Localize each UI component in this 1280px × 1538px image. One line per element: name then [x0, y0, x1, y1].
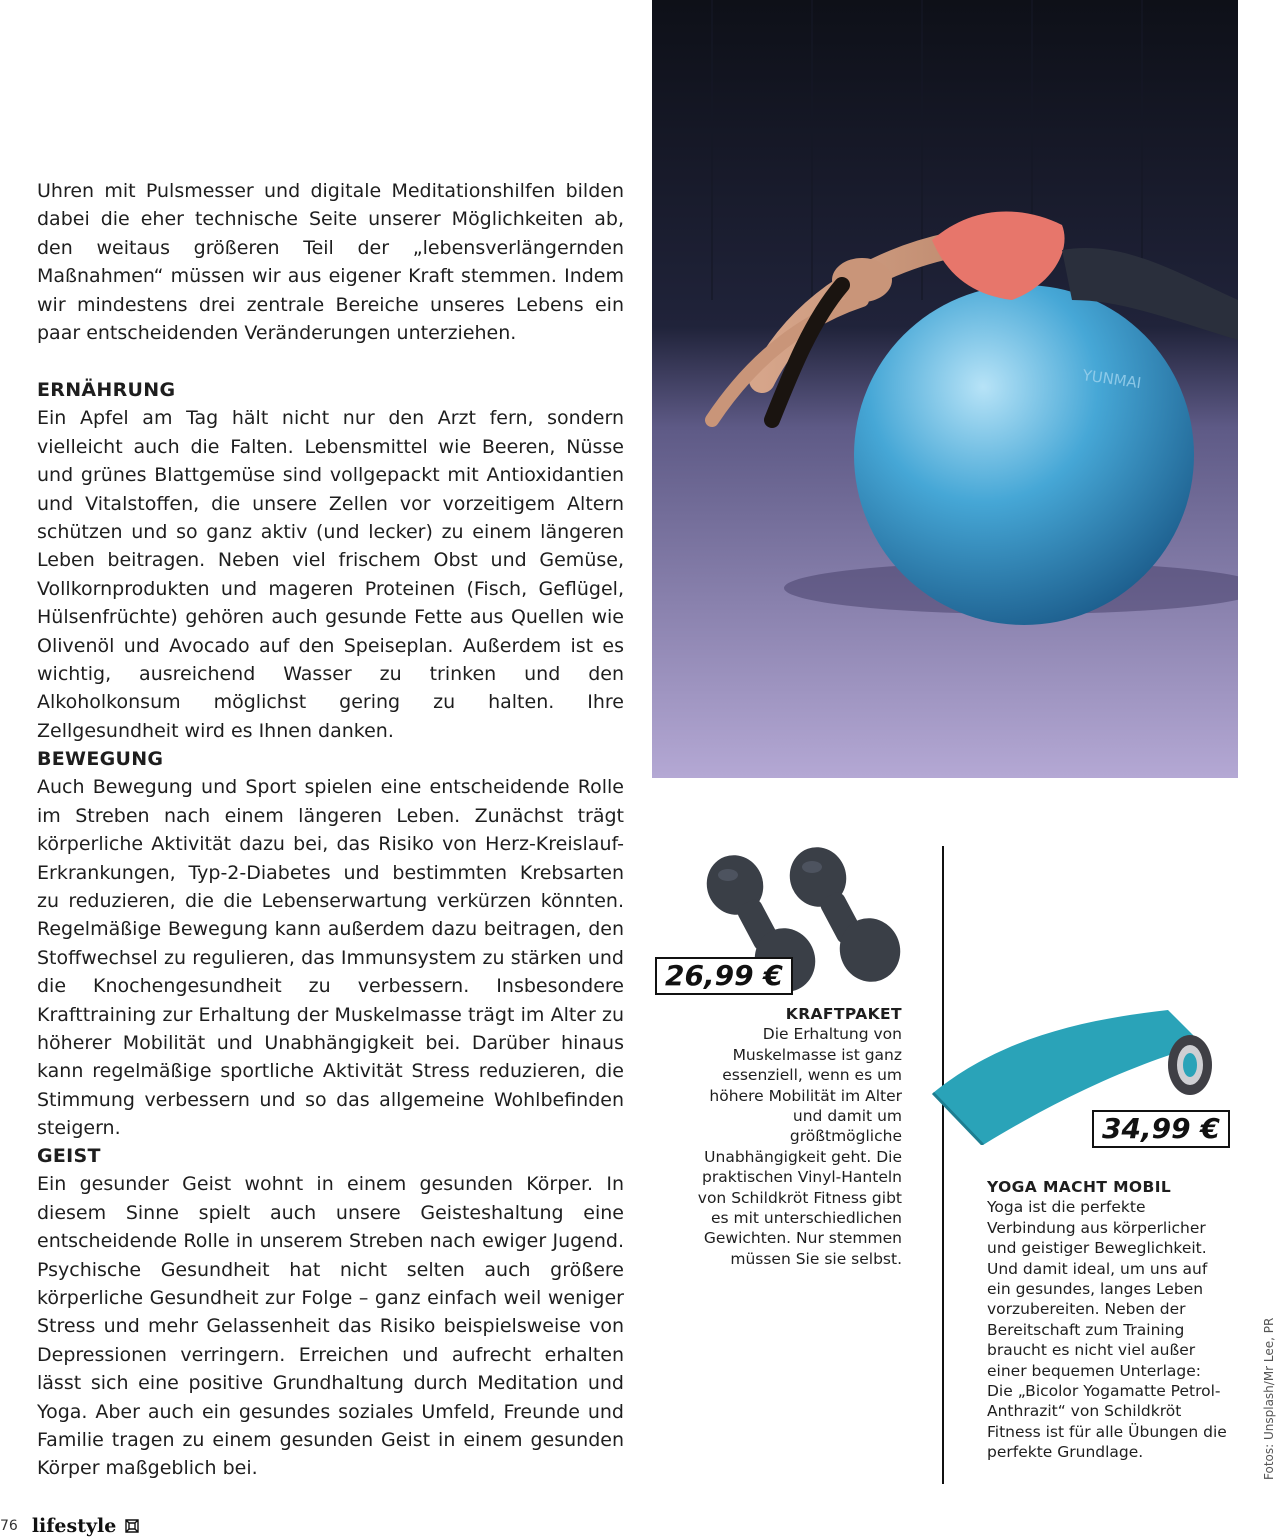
section-heading: GEIST: [37, 1145, 101, 1167]
section-geist: [37, 1142, 624, 1483]
price-tag-yoga-mat: 34,99 €: [1092, 1110, 1230, 1148]
product-description: Die Erhaltung von Muskelmasse ist ganz essenziell, wenn es um höhere Mobilität im Alter und damit um größtmögliche Unabhängigkeit geht. Die praktischen Vinyl-Hanteln von Schildkröt Fitness gibt es mit unterschiedlichen Gewichten. Nur stemmen müssen Sie sie selbst.: [697, 1025, 902, 1268]
product-title: YOGA MACHT MOBIL: [987, 1178, 1172, 1196]
section-body: Auch Bewegung und Sport spielen eine entscheidende Rolle im Streben nach einem längeren Leben. Zunächst trägt körperliche Aktivität dazu bei, das Risiko von Herz-Kreislauf-Erkrankungen, Typ-2-Diabetes und bestimmten Krebsarten zu reduzieren, die die Lebenserwartung verkürzen könnten. Regelmäßige Bewegung kann außerdem dazu beitragen, den Stoffwechsel zu regulieren, das Immunsystem zu stärken und die Knochengesundheit zu verbessern. Insbesondere Krafttraining zur Erhaltung der Muskelmasse trägt im Alter zu höherer Mobilität und Unabhängigkeit bei. Darüber hinaus kann regelmäßige sportliche Aktivität Stress reduzieren, die Stimmung verbessern und so das allgemeine Wohlbefinden steigern.: [37, 776, 624, 1140]
page-number: 76: [0, 1518, 18, 1534]
column-divider: [942, 846, 944, 1484]
section-bewegung: [37, 745, 624, 1143]
price-tag-dumbbells: 26,99 €: [655, 957, 793, 995]
page-footer: [0, 1514, 140, 1538]
product-description: Yoga ist die perfekte Verbindung aus körperlicher und geistiger Beweglichkeit. Und damit ideal, um uns auf ein gesundes, langes Leben vorzubereiten. Neben der Bereitschaft zum Training braucht es nicht viel außer einer bequemen Unterlage: Die „Bicolor Yogamatte Petrol-Anthrazit“ von Schildkröt Fitness ist für alle Übungen die perfekte Grundlage.: [987, 1198, 1227, 1462]
product-yoga-macht-mobil: [987, 1177, 1227, 1463]
photo-credit: Fotos: Unsplash/Mr Lee, PR: [1262, 1317, 1276, 1480]
section-heading: BEWEGUNG: [37, 748, 164, 770]
section-body: Ein gesunder Geist wohnt in einem gesunden Körper. In diesem Sinne spielt auch unsere Geisteshaltung eine entscheidende Rolle in unserem Streben nach ewiger Jugend. Psychische Gesundheit hat nicht selten auch größere körperliche Gesundheit zur Folge – ganz einfach weil weniger Stress und mehr Gelassenheit das Risiko beispielsweise von Depressionen verringern. Erreichen und aufrecht erhalten lässt sich eine positive Grundhaltung durch Meditation und Yoga. Aber auch ein gesundes soziales Umfeld, Freunde und Familie tragen zu einem gesunden Geist in einem gesunden Körper maßgeblich bei.: [37, 1173, 624, 1480]
hero-photo-exercise-ball: [652, 0, 1238, 778]
logo-frame-icon: [124, 1518, 140, 1534]
ball-brand-text: YUNMAI: [1081, 366, 1143, 393]
section-ernaehrung: [37, 376, 624, 745]
section-heading: ERNÄHRUNG: [37, 379, 176, 401]
intro-paragraph: Uhren mit Pulsmesser und digitale Meditationshilfen bilden dabei die eher technische Seite unserer Möglichkeiten ab, den weitaus größeren Teil der „lebensverlängernden Maßnahmen“ müssen wir aus eigener Kraft stemmen. Indem wir mindestens drei zentrale Bereiche unseres Lebens ein paar entscheidenden Veränderungen unterziehen.: [37, 180, 624, 345]
magazine-logo: lifestyle: [31, 1515, 117, 1537]
product-title: KRAFTPAKET: [785, 1005, 902, 1023]
section-body: Ein Apfel am Tag hält nicht nur den Arzt fern, sondern vielleicht auch die Falten. Lebensmittel wie Beeren, Nüsse und grünes Blattgemüse sind vollgepackt mit Antioxidantien und Vitalstoffen, die unsere Zellen vor vorzeitigem Altern schützen und so ganz aktiv (und lecker) zu einem längeren Leben beitragen. Neben viel frischem Obst und Gemüse, Vollkornprodukten und mageren Proteinen (Fisch, Geflügel, Hülsenfrüchte) gehören auch gesunde Fette aus Quellen wie Olivenöl und Avocado auf den Speiseplan. Außerdem ist es wichtig, ausreichend Wasser zu trinken und den Alkoholkonsum möglichst gering zu halten. Ihre Zellgesundheit wird es Ihnen danken.: [37, 407, 624, 742]
product-kraftpaket: [684, 1004, 902, 1269]
